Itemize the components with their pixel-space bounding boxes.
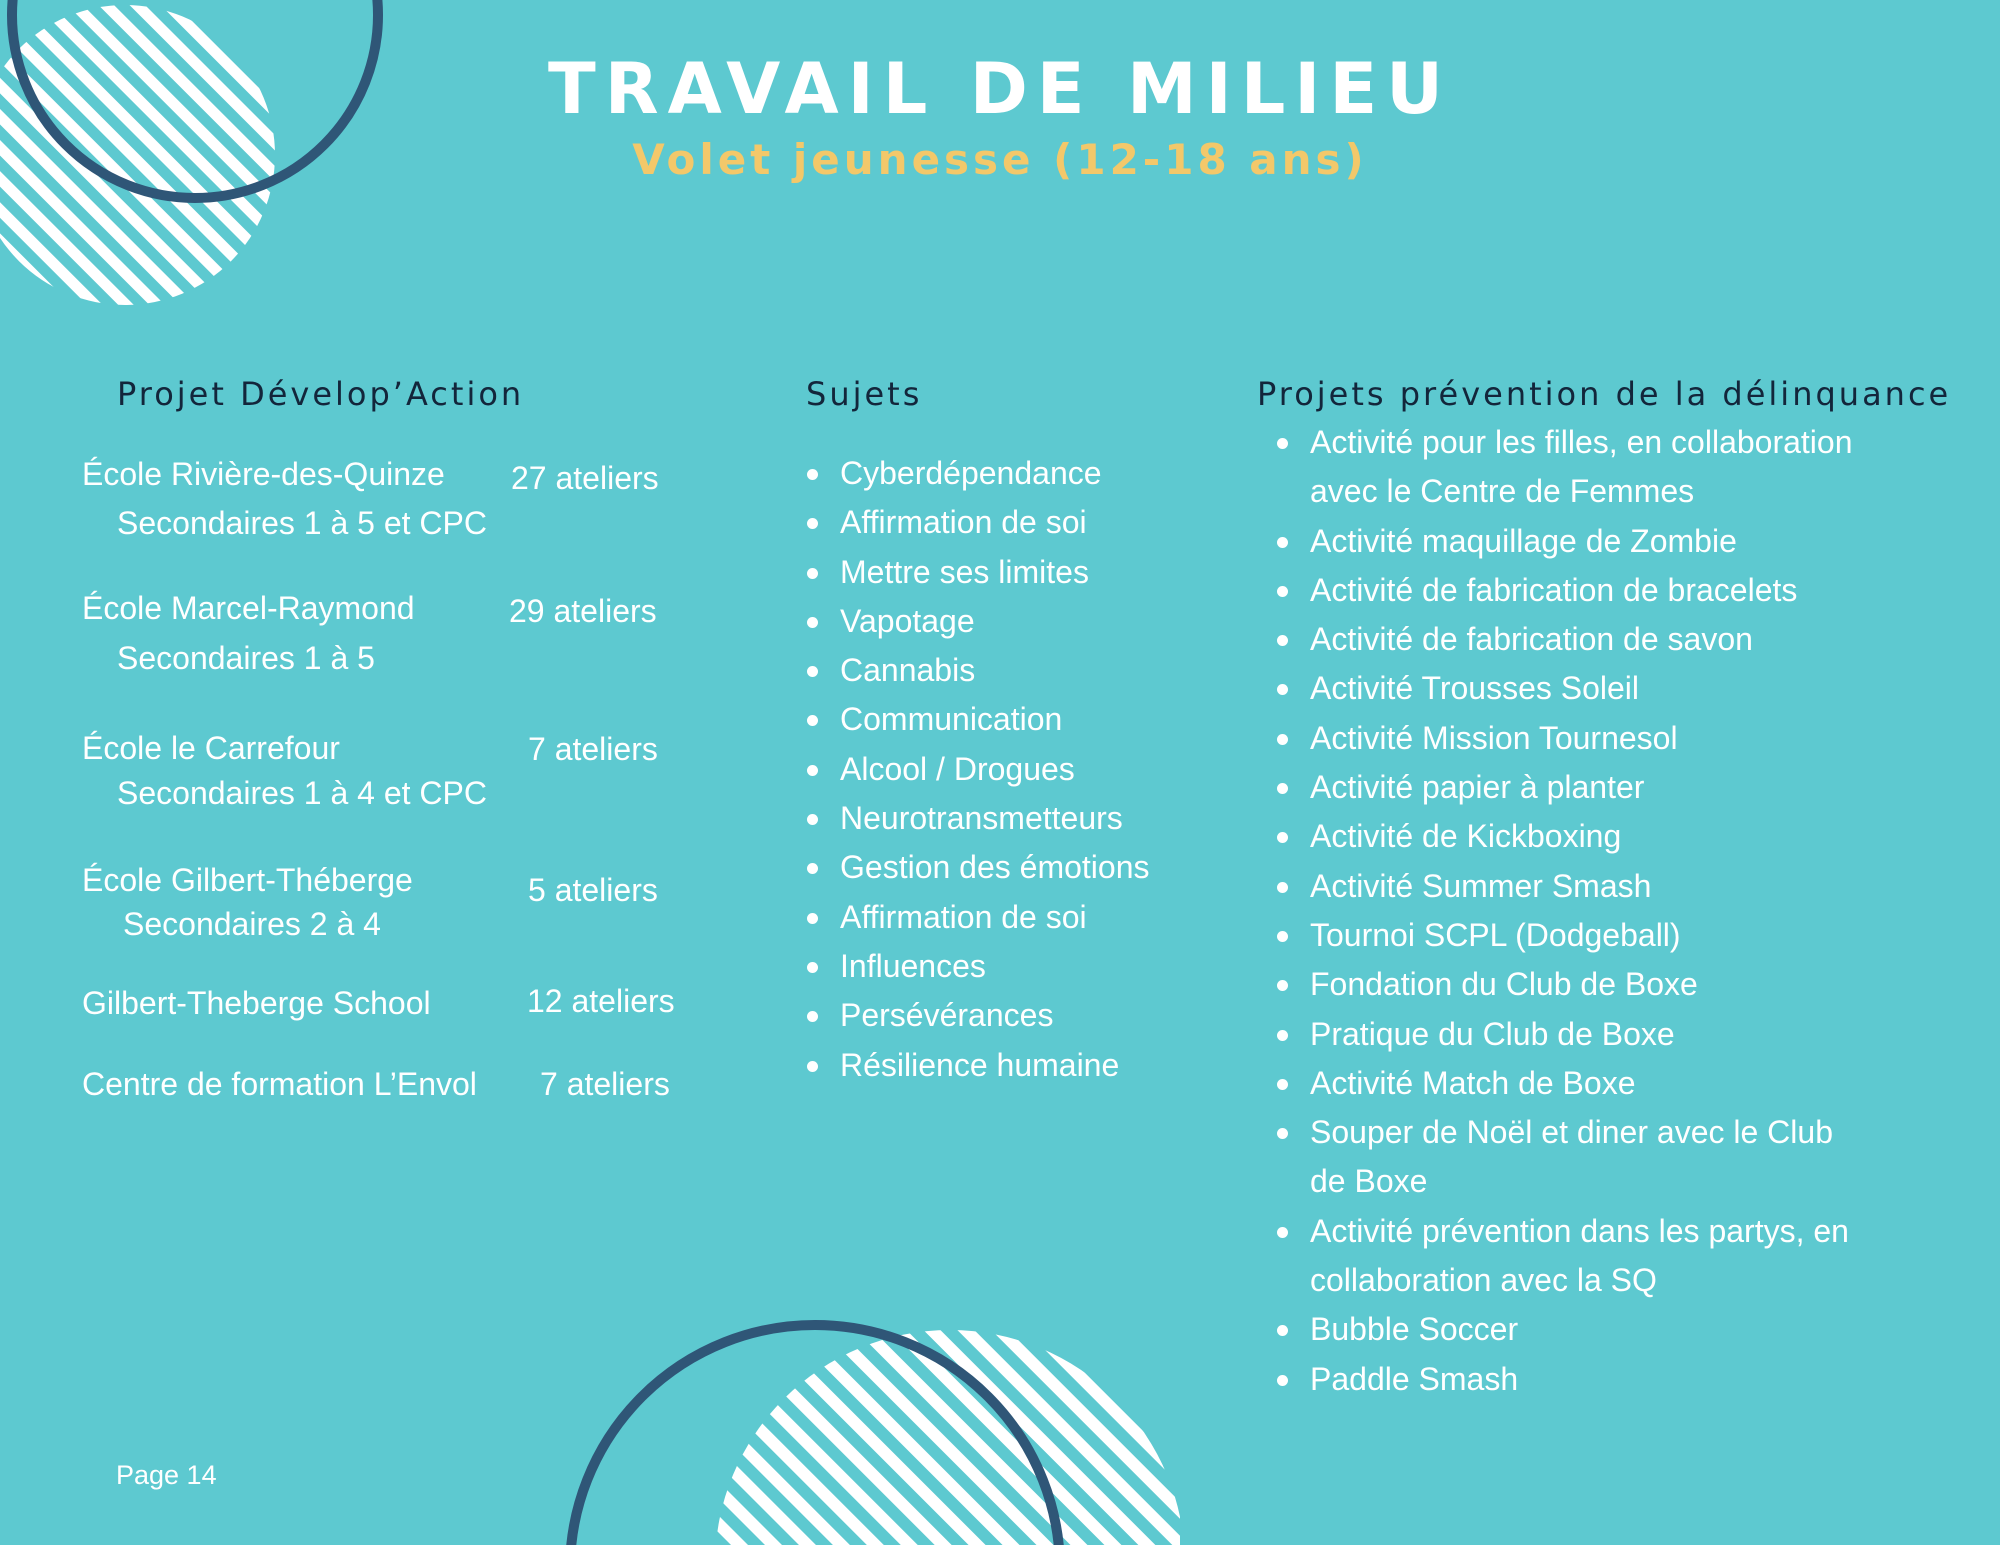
list-item-text: de Boxe (1310, 1163, 1428, 1200)
list-item (840, 498, 1150, 547)
bullet-icon (1277, 832, 1288, 843)
bullet-icon (1277, 684, 1288, 695)
list-item (1310, 1059, 1853, 1108)
school-grades: Secondaires 1 à 5 et CPC (117, 505, 487, 541)
decorative-circles-bottom (540, 1320, 1180, 1545)
list-item (1310, 664, 1853, 713)
school-name: École Gilbert-Théberge (82, 862, 413, 898)
bullet-icon (1277, 438, 1288, 449)
list-item (1310, 615, 1853, 664)
school-workshop-count: 29 ateliers (509, 593, 657, 629)
list-item (1310, 862, 1853, 911)
list-item-text: avec le Centre de Femmes (1310, 473, 1695, 510)
bullet-icon (807, 469, 818, 480)
bullet-icon (1277, 537, 1288, 548)
list-item (1310, 1207, 1853, 1306)
bullet-icon (807, 568, 818, 579)
list-item-text: Paddle Smash (1310, 1360, 1519, 1397)
bullet-icon (1277, 882, 1288, 893)
list-item-text: Activité Mission Tournesol (1310, 719, 1678, 756)
school-name: Gilbert-Theberge School (82, 985, 431, 1021)
bullet-icon (1277, 1128, 1288, 1139)
bullet-icon (1277, 931, 1288, 942)
list-item (840, 794, 1150, 843)
bullet-icon (1277, 1375, 1288, 1386)
list-item (840, 548, 1150, 597)
prevention-list (1310, 418, 1853, 1404)
list-item-text: Souper de Noël et diner avec le Club (1310, 1114, 1833, 1151)
list-item-text: Vapotage (840, 602, 975, 639)
list-item (1310, 714, 1853, 763)
list-item (1310, 566, 1853, 615)
school-grades: Secondaires 1 à 5 (117, 640, 375, 676)
list-item (1310, 418, 1853, 517)
sujets-heading: Sujets (806, 375, 923, 413)
page-title: TRAVAIL DE MILIEU (548, 48, 1452, 130)
list-item-text: Cyberdépendance (840, 455, 1102, 491)
list-item (1310, 1305, 1853, 1354)
list-item-text: Cannabis (840, 652, 976, 689)
school-workshop-count: 7 ateliers (540, 1066, 670, 1102)
school-grades: Secondaires 1 à 4 et CPC (117, 775, 487, 811)
list-item (840, 646, 1150, 695)
list-item-text: Activité Match de Boxe (1310, 1064, 1636, 1101)
list-item-text: Fondation du Club de Boxe (1310, 966, 1698, 1003)
school-grades: Secondaires 2 à 4 (123, 906, 381, 942)
bullet-icon (1277, 1325, 1288, 1336)
list-item-text: Alcool / Drogues (840, 750, 1075, 787)
list-item-text: Activité maquillage de Zombie (1310, 522, 1737, 559)
list-item (840, 942, 1150, 991)
page-subtitle: Volet jeunesse (12-18 ans) (632, 135, 1368, 184)
bullet-icon (807, 913, 818, 924)
list-item (840, 893, 1150, 942)
list-item-text: Activité prévention dans les partys, en (1310, 1212, 1849, 1249)
school-name: École le Carrefour (82, 730, 340, 766)
list-item-text: Tournoi SCPL (Dodgeball) (1310, 916, 1681, 953)
bullet-icon (1277, 586, 1288, 597)
list-item-text: Activité Trousses Soleil (1310, 670, 1640, 707)
list-item (1310, 1010, 1853, 1059)
list-item (1310, 1355, 1853, 1404)
page-number: Page 14 (116, 1460, 217, 1490)
school-workshop-count: 12 ateliers (527, 983, 675, 1019)
list-item (840, 991, 1150, 1040)
list-item (840, 843, 1150, 892)
list-item-text: Pratique du Club de Boxe (1310, 1015, 1675, 1052)
list-item-text: Activité de fabrication de bracelets (1310, 571, 1798, 608)
list-item (1310, 1108, 1853, 1207)
bullet-icon (1277, 1227, 1288, 1238)
sujets-list (840, 449, 1150, 1090)
list-item (1310, 960, 1853, 1009)
list-item (840, 449, 1150, 498)
list-item-text: Activité Summer Smash (1310, 867, 1652, 904)
school-name: École Marcel-Raymond (82, 590, 415, 626)
list-item-text: collaboration avec la SQ (1310, 1262, 1657, 1299)
bullet-icon (807, 666, 818, 677)
list-item (1310, 911, 1853, 960)
bullet-icon (807, 863, 818, 874)
prevention-heading: Projets prévention de la délinquance (1257, 375, 1952, 413)
list-item (840, 745, 1150, 794)
bullet-icon (807, 617, 818, 628)
list-item (840, 597, 1150, 646)
list-item-text: Persévérances (840, 997, 1054, 1034)
list-item-text: Neurotransmetteurs (840, 800, 1123, 837)
bullet-icon (1277, 980, 1288, 991)
school-name: École Rivière-des-Quinze (82, 456, 445, 492)
list-item (1310, 763, 1853, 812)
list-item-text: Activité pour les filles, en collaboration (1310, 424, 1853, 460)
bullet-icon (1277, 1030, 1288, 1041)
list-item-text: Influences (840, 947, 986, 984)
school-workshop-count: 7 ateliers (528, 731, 658, 767)
bullet-icon (807, 814, 818, 825)
school-name: Centre de formation L’Envol (82, 1066, 477, 1102)
list-item-text: Résilience humaine (840, 1046, 1120, 1083)
develop-action-heading: Projet Dévelop’Action (117, 375, 525, 413)
list-item (840, 1041, 1150, 1090)
list-item-text: Affirmation de soi (840, 898, 1087, 935)
list-item-text: Activité de Kickboxing (1310, 818, 1622, 855)
bullet-icon (807, 715, 818, 726)
school-workshop-count: 27 ateliers (511, 460, 659, 496)
bullet-icon (807, 962, 818, 973)
list-item-text: Affirmation de soi (840, 504, 1087, 541)
bullet-icon (1277, 734, 1288, 745)
bullet-icon (807, 518, 818, 529)
bullet-icon (807, 765, 818, 776)
list-item (840, 695, 1150, 744)
list-item-text: Communication (840, 701, 1063, 738)
bullet-icon (1277, 635, 1288, 646)
list-item-text: Activité papier à planter (1310, 769, 1645, 806)
list-item-text: Activité de fabrication de savon (1310, 621, 1753, 658)
list-item (1310, 812, 1853, 861)
school-workshop-count: 5 ateliers (528, 872, 658, 908)
list-item (1310, 517, 1853, 566)
bullet-icon (807, 1061, 818, 1072)
list-item-text: Gestion des émotions (840, 849, 1150, 886)
bullet-icon (1277, 783, 1288, 794)
bullet-icon (1277, 1079, 1288, 1090)
list-item-text: Bubble Soccer (1310, 1311, 1519, 1348)
list-item-text: Mettre ses limites (840, 553, 1089, 590)
bullet-icon (807, 1011, 818, 1022)
